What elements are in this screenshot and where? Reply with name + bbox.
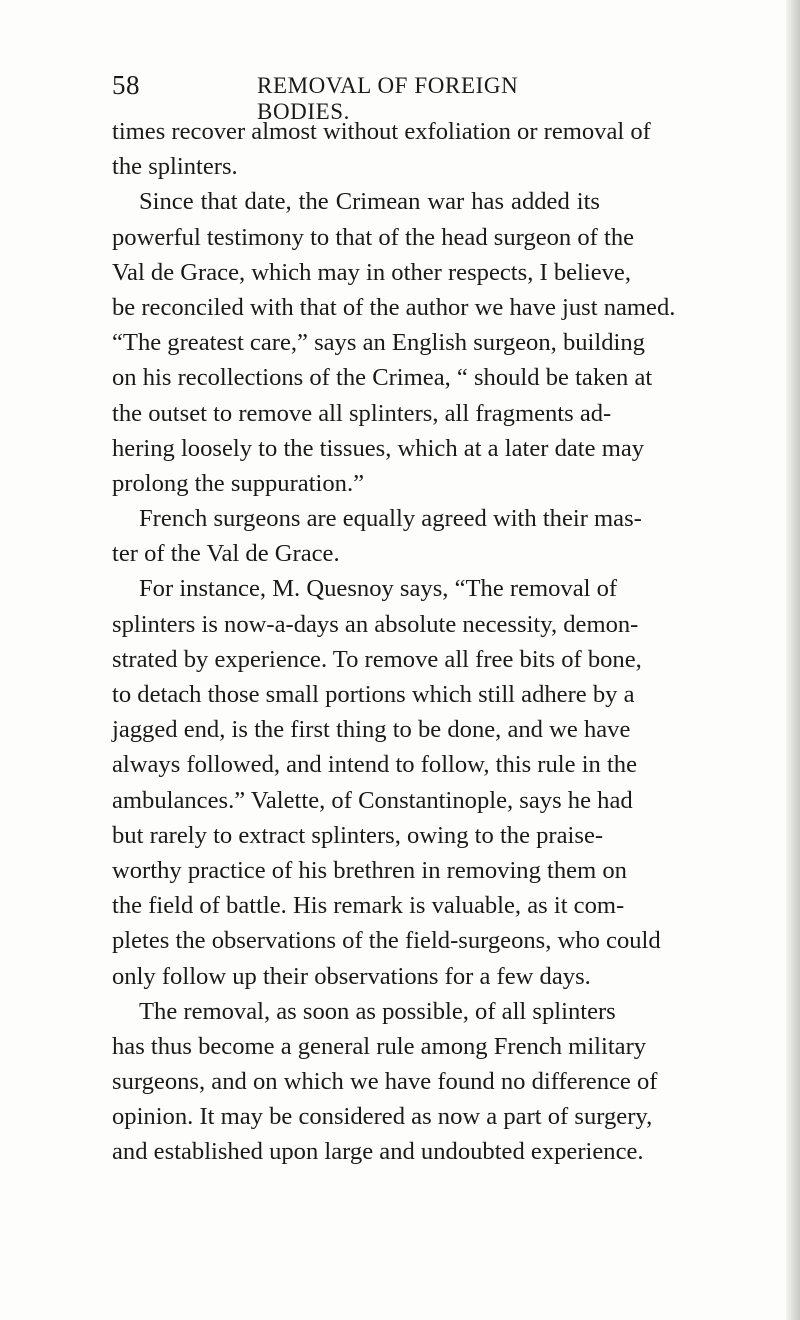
text-line: to detach those small portions which still adhere by a — [112, 681, 635, 708]
text-line: ter of the Val de Grace. — [112, 540, 340, 568]
text-line: be reconciled with that of the author we have just named. — [112, 293, 676, 321]
text-line: opinion. It may be considered as now a part of surgery, — [112, 1103, 653, 1131]
page-edge-shadow — [786, 0, 800, 1320]
text-line: hering loosely to the tissues, which at a later date may — [112, 434, 645, 462]
text-line: and established upon large and undoubted experience. — [112, 1138, 644, 1166]
text-line: worthy practice of his brethren in removing them on — [112, 856, 627, 884]
text-line: always followed, and intend to follow, this rule in the — [112, 751, 638, 779]
text-line: the outset to remove all splinters, all fragments ad- — [112, 399, 612, 427]
text-line: jagged end, is the first thing to be done, and we have — [112, 716, 631, 744]
text-line: The removal, as soon as possible, of all splinters — [139, 997, 616, 1025]
text-line: Since that date, the Crimean war has added its — [139, 188, 600, 216]
text-line: the field of battle. His remark is valuable, as it com- — [112, 892, 625, 920]
text-line: For instance, M. Quesnoy says, “The removal of — [139, 575, 618, 603]
text-line: has thus become a general rule among French military — [112, 1032, 647, 1060]
text-line: “The greatest care,” says an English surgeon, building — [112, 329, 645, 357]
page-header — [112, 70, 602, 124]
text-line: splinters is now-a-days an absolute necessity, demon- — [112, 610, 639, 638]
text-line: strated by experience. To remove all free bits of bone, — [112, 645, 642, 673]
text-line: French surgeons are equally agreed with their mas- — [139, 505, 642, 533]
text-line: ambulances.” Valette, of Constantinople, says he had — [112, 786, 633, 814]
text-line: prolong the suppuration.” — [112, 469, 365, 497]
text-line: Val de Grace, which may in other respects, I believe, — [112, 258, 631, 286]
text-line: on his recollections of the Crimea, “ should be taken at — [112, 364, 653, 392]
text-line: times recover almost without exfoliation or removal of — [112, 118, 651, 145]
text-line: the splinters. — [112, 153, 238, 181]
text-line: but rarely to extract splinters, owing to the praise- — [112, 821, 604, 849]
text-line: powerful testimony to that of the head surgeon of the — [112, 223, 635, 251]
body-text — [112, 114, 676, 1170]
text-line: pletes the observations of the field-surgeons, who could — [112, 927, 661, 955]
text-line: only follow up their observations for a few days. — [112, 962, 591, 990]
page-number: 58 — [112, 70, 140, 100]
running-title: REMOVAL OF FOREIGN BODIES. — [257, 73, 519, 124]
text-line: surgeons, and on which we have found no difference of — [112, 1068, 658, 1096]
